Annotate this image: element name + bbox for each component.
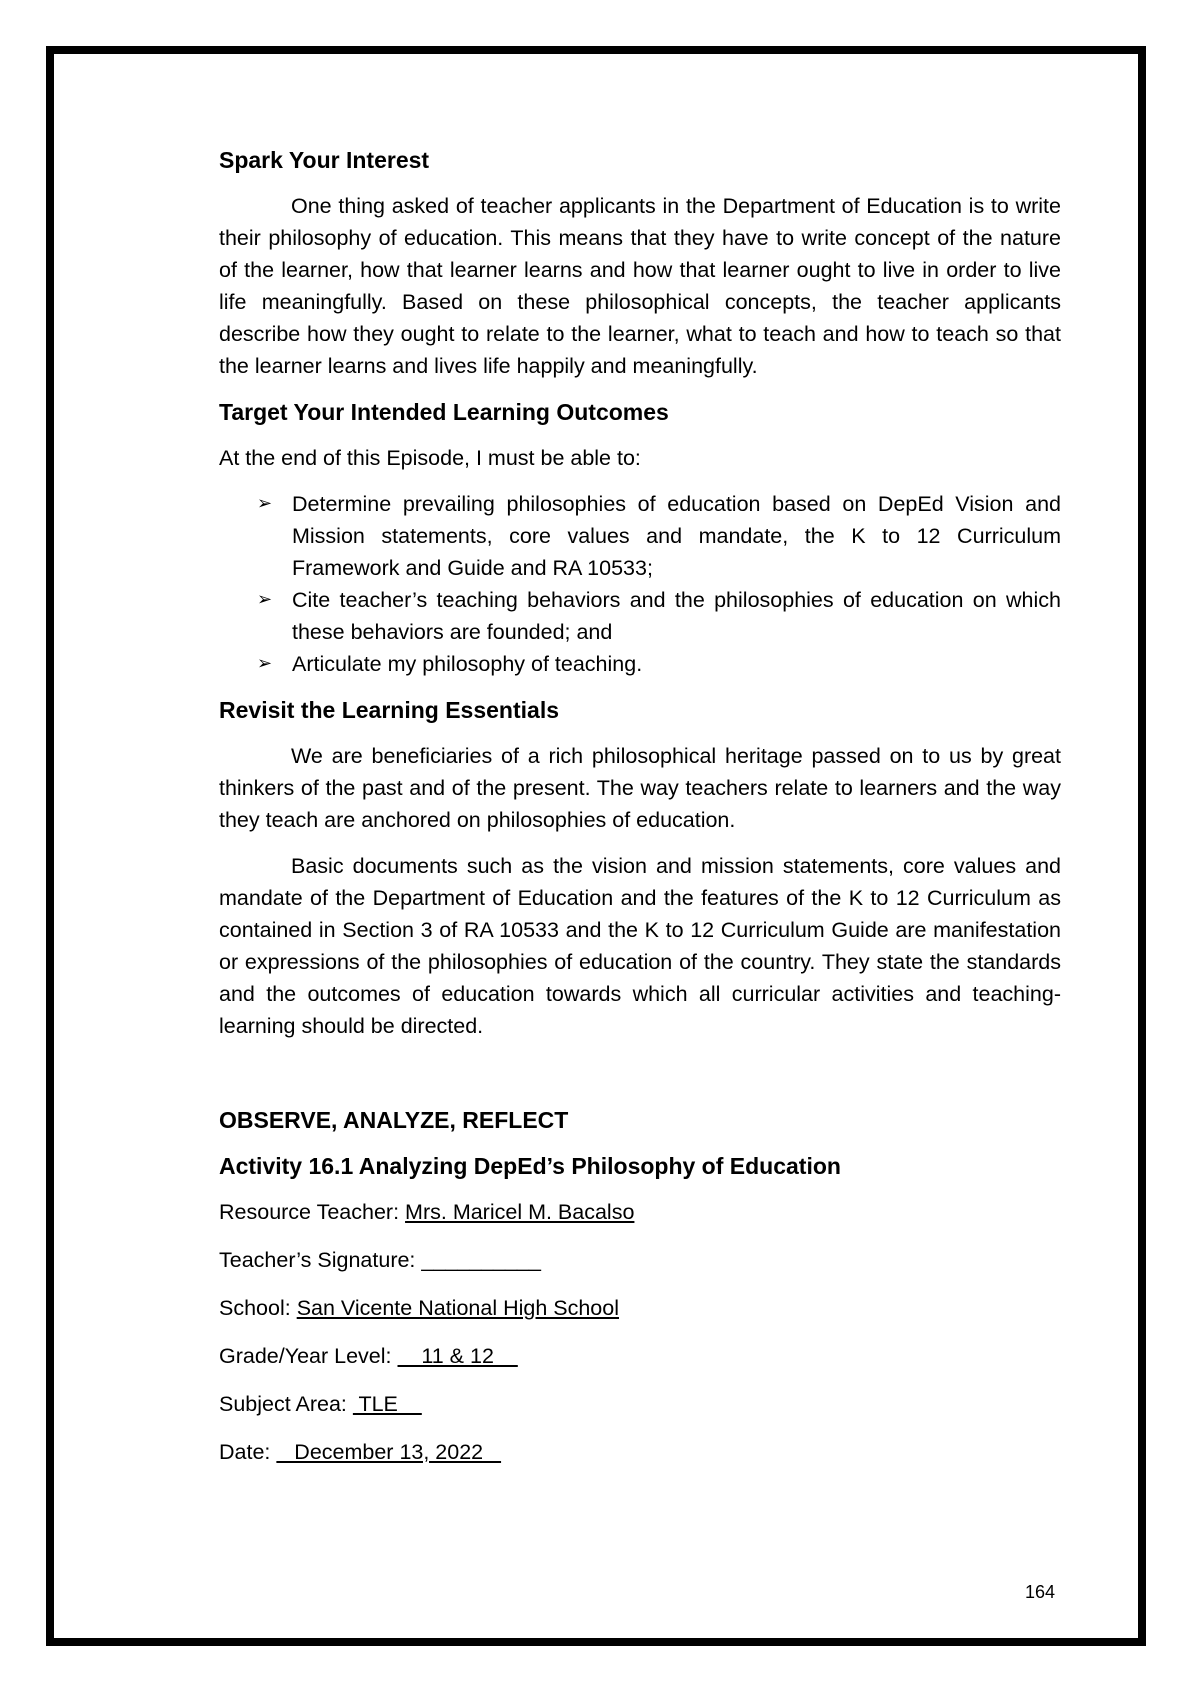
page-number: 164 <box>1025 1582 1056 1602</box>
arrowhead-bullet-icon: ➢ <box>257 653 273 674</box>
signature-label: Teacher’s Signature: <box>219 1248 422 1272</box>
school-value: San Vicente National High School <box>296 1296 619 1320</box>
subject-line <box>219 1388 1061 1420</box>
spark-paragraph: One thing asked of teacher applicants in the Department of Education is to write their philosophy of education. This means that they have to write concept of the nature of the learner, how that learner learns and how that learner ought to live in order to live life meaningfully. Based on these philosophical concepts, the teacher applicants describe how they ought to relate to the learner, what to teach and how to teach so that the learner learns and lives life happily and meaningfully. <box>219 194 1061 378</box>
list-item-text: Cite teacher’s teaching behaviors and the philosophies of education on which these behaviors are founded; and <box>292 588 1061 644</box>
document-body <box>219 144 1061 1484</box>
resource-teacher-value: Mrs. Maricel M. Bacalso <box>405 1200 635 1224</box>
grade-label: Grade/Year Level: <box>219 1344 398 1368</box>
activity-title: Activity 16.1 Analyzing DepEd’s Philosophy of Education <box>219 1153 841 1179</box>
essentials-paragraph-1: We are beneficiaries of a rich philosophical heritage passed on to us by great thinkers of the past and of the present. The way teachers relate to learners and the way they teach are anchored on philosophies of education. <box>219 744 1061 832</box>
signature-blank: __________ <box>421 1248 541 1272</box>
arrowhead-bullet-icon: ➢ <box>257 589 273 610</box>
grade-line <box>219 1340 1061 1372</box>
subject-value: TLE <box>352 1392 422 1416</box>
subject-label: Subject Area: <box>219 1392 353 1416</box>
resource-teacher-label: Resource Teacher: <box>219 1200 406 1224</box>
list-item <box>219 488 1061 584</box>
list-item <box>219 584 1061 648</box>
date-label: Date: <box>219 1440 277 1464</box>
resource-teacher-line <box>219 1196 1061 1228</box>
list-item-text: Determine prevailing philosophies of education based on DepEd Vision and Mission statements, core values and mandate, the K to 12 Curriculum Framework and Guide and RA 10533; <box>292 492 1061 580</box>
outcomes-heading: Target Your Intended Learning Outcomes <box>219 399 669 425</box>
list-item-text: Articulate my philosophy of teaching. <box>292 652 643 676</box>
essentials-heading: Revisit the Learning Essentials <box>219 697 560 723</box>
signature-line <box>219 1244 1061 1276</box>
list-item <box>219 648 1061 680</box>
school-label: School: <box>219 1296 297 1320</box>
spark-heading: Spark Your Interest <box>219 147 430 173</box>
outcomes-intro: At the end of this Episode, I must be able to: <box>219 446 641 470</box>
observe-heading: OBSERVE, ANALYZE, REFLECT <box>219 1107 569 1133</box>
grade-value: 11 & 12 <box>397 1344 518 1368</box>
section-spacer <box>219 1056 1061 1104</box>
essentials-paragraph-2: Basic documents such as the vision and mission statements, core values and mandate of the Department of Education and the features of the K to 12 Curriculum as contained in Section 3 of RA 10533 and the K to 12 Curriculum Guide are manifestation or expressions of the philosophies of education of the country. They state the standards and the outcomes of education towards which all curricular activities and teaching-learning should be directed. <box>219 854 1061 1038</box>
school-line <box>219 1292 1061 1324</box>
date-line <box>219 1436 1061 1468</box>
arrowhead-bullet-icon: ➢ <box>257 493 273 514</box>
outcomes-list <box>219 488 1061 680</box>
date-value: December 13, 2022 <box>276 1440 502 1464</box>
